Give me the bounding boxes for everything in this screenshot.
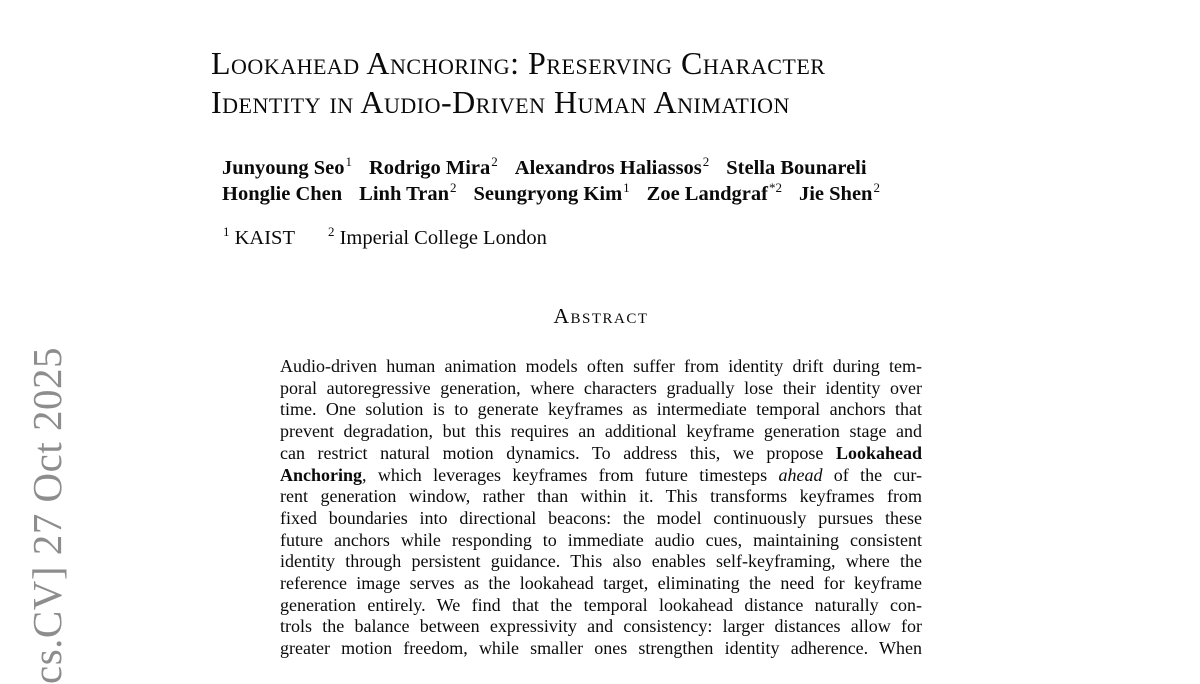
abstract-text-segment: , which leverages keyframes from future timesteps: [362, 464, 779, 485]
abstract-line: [280, 508, 922, 530]
abstract-text-segment: greater motion freedom, while smaller ones strengthen identity adherence. When: [280, 638, 922, 659]
author-name: Junyoung Seo$^1$: [222, 154, 352, 179]
author-name: Stella Bounareli: [726, 157, 867, 179]
author-name: Jie Shen$^2$: [798, 179, 880, 205]
abstract-text-segment: reference image serves as the lookahead target, eliminating the need for keyframe: [280, 573, 922, 594]
abstract-line: [280, 378, 922, 400]
abstract-text-segment: can restrict natural motion dynamics. To address this, we propose: [280, 442, 836, 463]
abstract-line: [280, 638, 922, 660]
author-name: Seungryong Kim$^1$: [473, 179, 630, 205]
author-affiliation-sup: 1: [623, 179, 630, 195]
abstract-text-segment: rent generation window, rather than within it. This transforms keyframes from: [280, 486, 922, 507]
affiliation-item: $^1$ KAIST: [223, 224, 295, 249]
author-name: Honglie Chen: [222, 182, 343, 205]
author-line: [222, 156, 880, 182]
abstract-text-segment: fixed boundaries into directional beacons: the model continuously pursues these: [280, 507, 922, 528]
abstract-text-segment: time. One solution is to generate keyframes as intermediate temporal anchors that: [280, 399, 922, 420]
abstract-text-segment: Audio-driven human animation models often suffer from identity drift during tem-: [280, 356, 922, 376]
abstract-line: [280, 421, 922, 443]
abstract-line: [280, 486, 922, 508]
author-affiliation-sup: 2: [702, 154, 710, 170]
abstract-line: [280, 399, 922, 421]
abstract-line: [280, 530, 922, 552]
abstract-line: [280, 595, 922, 617]
abstract-text-segment: future anchors while responding to immediate audio cues, maintaining consistent: [280, 529, 922, 550]
abstract-text-segment: Anchoring: [280, 464, 363, 485]
abstract-line: [280, 465, 922, 487]
abstract-text-segment: of the cur-: [822, 464, 922, 485]
abstract-heading: Abstract: [553, 304, 649, 328]
author-name: Linh Tran$^2$: [359, 179, 457, 205]
abstract-text-segment: prevent degradation, but this requires an additional keyframe generation stage and: [280, 421, 922, 442]
abstract-text-segment: poral autoregressive generation, where characters gradually lose their identity over: [280, 377, 922, 398]
author-affiliation-sup: *2: [768, 179, 782, 195]
author-name: Rodrigo Mira$^2$: [368, 154, 498, 179]
affiliation-list: [222, 226, 547, 251]
author-affiliation-sup: 2: [873, 179, 880, 195]
paper-title: [211, 44, 1041, 121]
paper-title-line: Lookahead Anchoring: Preserving Character: [211, 45, 826, 81]
author-affiliation-sup: 2: [450, 179, 457, 195]
arxiv-watermark: cs.CV] 27 Oct 2025: [24, 347, 70, 684]
abstract-line: [280, 616, 922, 638]
abstract-text-segment: ahead: [778, 464, 823, 485]
abstract-line: [280, 551, 922, 573]
abstract-body: [280, 356, 922, 660]
abstract-text-segment: identity through persistent guidance. This also enables self-keyframing, where the: [280, 551, 922, 572]
abstract-text-segment: trols the balance between expressivity and consistency: larger distances allow for: [280, 616, 922, 637]
author-name: Zoe Landgraf$^{*2}$: [646, 179, 782, 205]
abstract-line: [280, 573, 922, 595]
abstract-line: [280, 443, 922, 465]
author-list: [222, 156, 880, 207]
paper-title-line: Identity in Audio-Driven Human Animation: [211, 83, 790, 120]
affiliation-sup: 1: [223, 224, 230, 240]
author-name: Alexandros Haliassos$^2$: [514, 154, 710, 179]
abstract-line: [280, 356, 922, 378]
affiliation-item: $^2$ Imperial College London: [327, 224, 547, 249]
author-affiliation-sup: 1: [345, 154, 352, 170]
abstract-text-segment: generation entirely. We find that the temporal lookahead distance naturally con-: [280, 594, 922, 615]
abstract-text-segment: Lookahead: [835, 442, 922, 463]
author-line: [222, 179, 880, 208]
author-affiliation-sup: 2: [491, 154, 498, 170]
affiliation-sup: 2: [327, 224, 335, 240]
